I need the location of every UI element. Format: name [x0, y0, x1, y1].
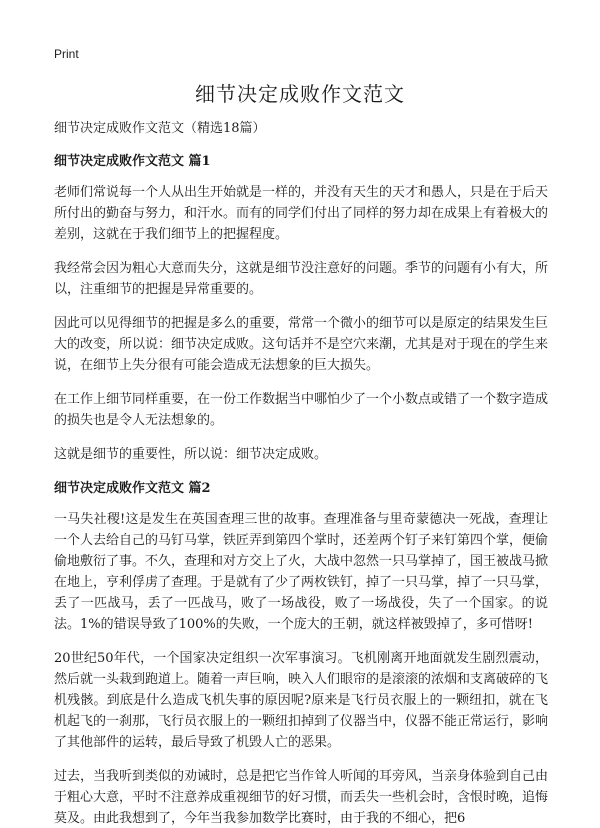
paragraph: 20世纪50年代，一个国家决定组织一次军事演习。飞机刚离开地面就发生剧烈震动，然后就一头栽到跑道上。随着一声巨响，映入人们眼帘的是滚滚的浓烟和支离破碎的飞机残骸。到底是什么造成飞机失事的原因呢?原来是飞行员衣服上的一颗纽扣，就在飞机起飞的一刹那，飞行员衣服上的一颗纽扣掉到了仪器当中，仪器不能正常运行，影响了其他部件的运转，最后导致了机毁人亡的恶果。 — [54, 651, 549, 750]
paragraph: 这就是细节的重要性，所以说：细节决定成败。 — [54, 447, 328, 462]
section-heading-2: 细节决定成败作文范文 篇2 — [54, 481, 211, 496]
paragraph: 老师们常说每一个人从出生开始就是一样的，并没有天生的天才和愚人，只是在于后天所付出的勤奋与努力，和汗水。而有的同学们付出了同样的努力却在成果上有着极大的差别，这就在于我们细节上的把握程度。 — [54, 185, 549, 242]
paragraph: 一马失社稷!这是发生在英国查理三世的故事。查理准备与里奇蒙德决一死战，查理让一个人去给自己的马钉马掌，铁匠弄到第四个掌时，还差两个钉子来钉第四个掌，便偷偷地敷衍了事。不久，查理和对方交上了火，大战中忽然一只马掌掉了，国王被战马掀在地上，亨利俘虏了查理。于是就有了少了两枚铁钉，掉了一只马掌，掉了一只马掌，丢了一匹战马，丢了一匹战马，败了一场战役，败了一场战役，失了一个国家。的说法。1%的错误导致了100%的失败，一个庞大的王朝，就这样被毁掉了，多可惜呀! — [54, 512, 549, 632]
paragraph: 过去，当我听到类似的劝诫时，总是把它当作耸人听闻的耳旁风，当亲身体验到自己由于粗心大意，平时不注意养成重视细节的好习惯，而丢失一些机会时，含恨时晚，追悔莫及。由此我想到了，今年当我参加数学比赛时，由于我的不细心，把6 — [54, 769, 549, 826]
paragraph: 我经常会因为粗心大意而失分，这就是细节没注意好的问题。季节的问题有小有大，所以，注重细节的把握是异常重要的。 — [54, 261, 549, 297]
document-body — [54, 118, 548, 828]
document-title: 细节决定成败作文范文 — [195, 82, 405, 106]
paragraph: 因此可以见得细节的把握是多么的重要，常常一个微小的细节可以是原定的结果发生巨大的改变，所以说：细节决定成败。这句话并不是空穴来潮，尤其是对于现在的学生来说，在细节上失分很有可能会造成无法想象的巨大损失。 — [54, 316, 549, 373]
document-subtitle: 细节决定成败作文范文（精选18篇） — [54, 121, 266, 136]
section-heading-1: 细节决定成败作文范文 篇1 — [54, 154, 211, 169]
paragraph: 在工作上细节同样重要，在一份工作数据当中哪怕少了一个小数点或错了一个数字造成的损失也是令人无法想象的。 — [54, 392, 549, 428]
print-link[interactable]: Print — [54, 47, 79, 61]
